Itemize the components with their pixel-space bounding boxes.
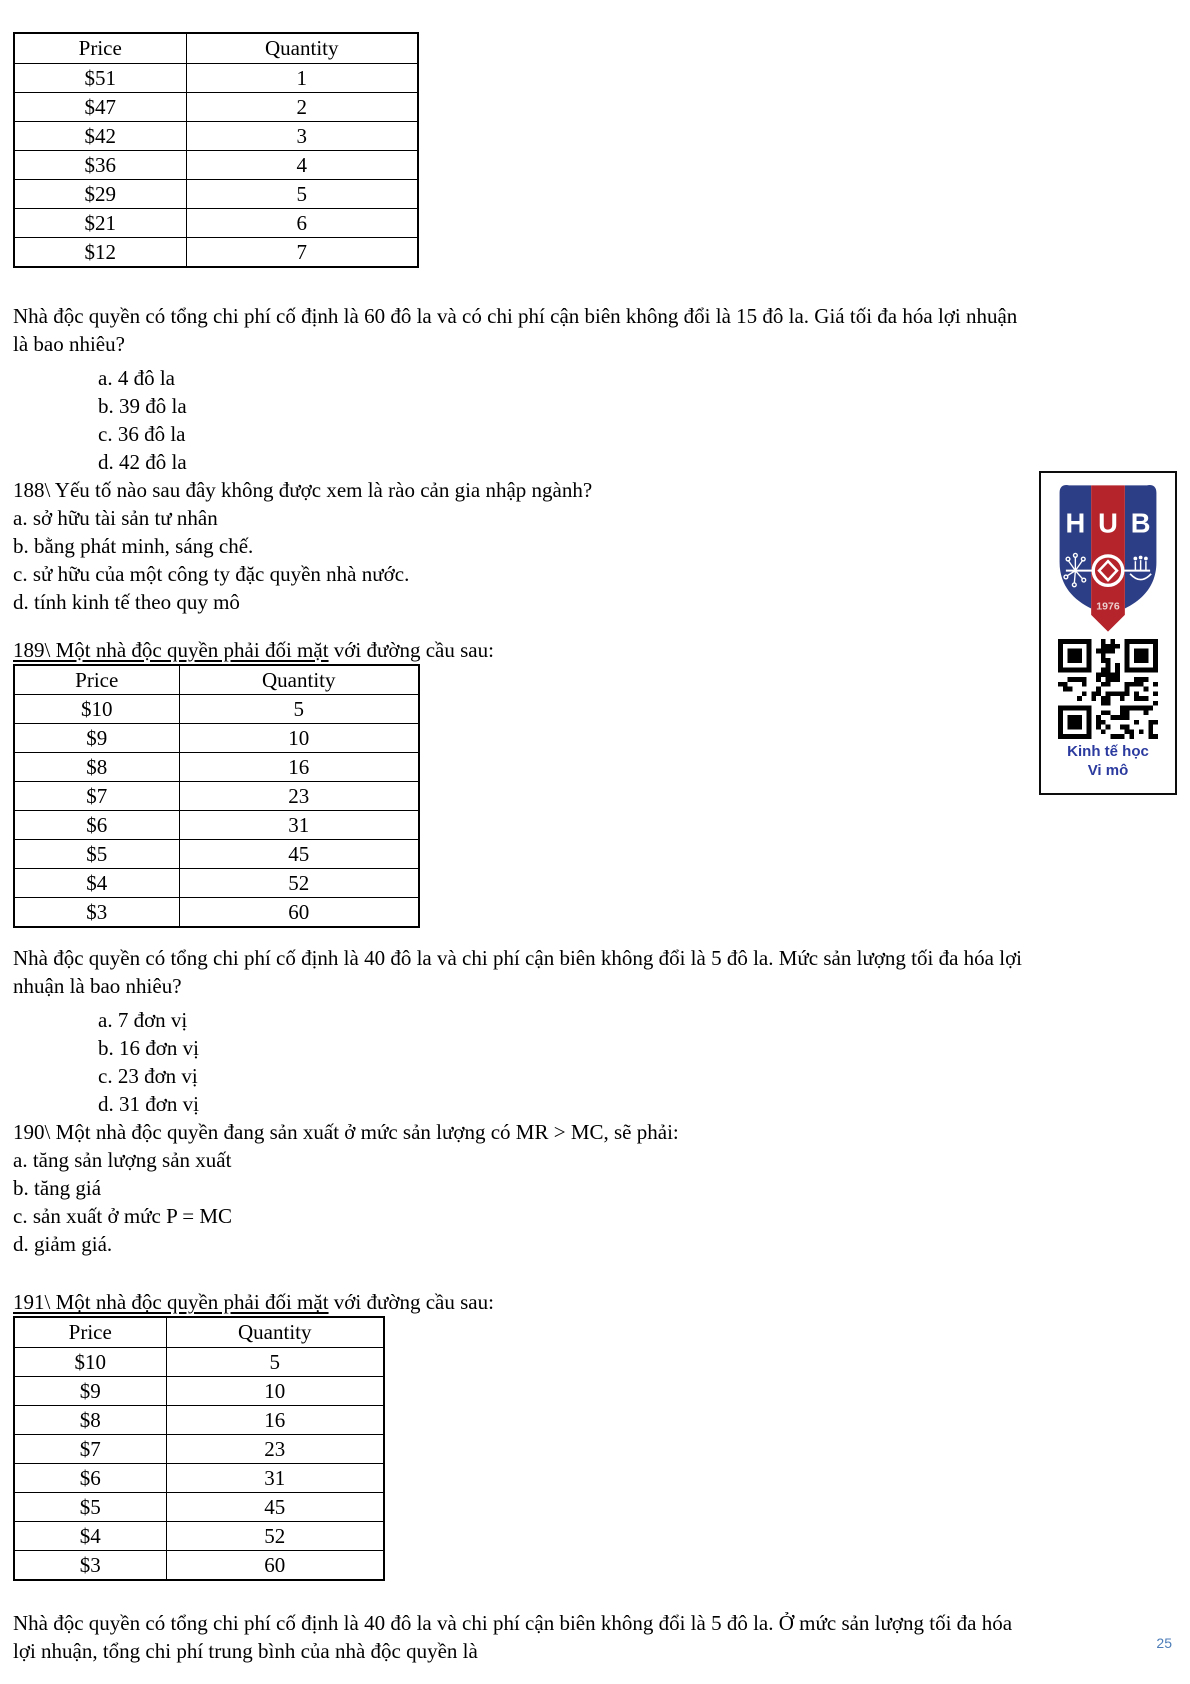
table-row: [14, 1405, 384, 1434]
table-cell: $36: [14, 150, 186, 179]
table-row: [14, 237, 418, 267]
answer-option: a. tăng sản lượng sản xuất: [13, 1148, 232, 1172]
question-189-text: Nhà độc quyền có tổng chi phí cố định là 40 đô la và chi phí cận biên không đổi là 5 đô la. Mức sản lượng tối đa hóa lợi nhuận là bao nhiêu?: [13, 946, 1023, 998]
answer-option: b. 39 đô la: [98, 393, 187, 418]
table-cell: $10: [14, 695, 179, 724]
table-row: [14, 724, 419, 753]
demand-table-191: [13, 1316, 385, 1581]
table-cell: 10: [179, 724, 419, 753]
table-header-cell: Price: [14, 1317, 166, 1347]
table-cell: 3: [186, 121, 418, 150]
table-row: [14, 1492, 384, 1521]
logo-caption-line2: Vi mô: [1087, 762, 1129, 779]
table-cell: 10: [166, 1376, 384, 1405]
hub-logo-box: [1039, 471, 1177, 795]
table-cell: 60: [166, 1550, 384, 1580]
table-cell: $8: [14, 753, 179, 782]
logo-letter-u: U: [1098, 507, 1118, 539]
table-cell: 60: [179, 898, 419, 928]
answer-option: b. tăng giá: [13, 1176, 102, 1200]
table-row: [14, 1376, 384, 1405]
table-row: [14, 1434, 384, 1463]
table-row: [14, 695, 419, 724]
answer-option: d. 42 đô la: [98, 449, 187, 474]
table-cell: $4: [14, 1521, 166, 1550]
question-190-options: [13, 1146, 1028, 1258]
table-cell: $3: [14, 898, 179, 928]
table-cell: $3: [14, 1550, 166, 1580]
table-row: [14, 92, 418, 121]
table-cell: $7: [14, 1434, 166, 1463]
table-header-row: [14, 1317, 384, 1347]
table-cell: $9: [14, 724, 179, 753]
table-cell: 52: [179, 869, 419, 898]
table-cell: 31: [166, 1463, 384, 1492]
table-cell: $47: [14, 92, 186, 121]
table-cell: 31: [179, 811, 419, 840]
heading-plain-part: với đường cầu sau:: [328, 637, 494, 662]
answer-option: d. giảm giá.: [13, 1232, 113, 1256]
table-cell: 1: [186, 63, 418, 92]
table-cell: 23: [179, 782, 419, 811]
answer-option: c. sử hữu của một công ty đặc quyền nhà nước.: [13, 561, 410, 586]
table-row: [14, 869, 419, 898]
shield-left-panel: [1060, 485, 1092, 609]
document-content: [13, 0, 1028, 1665]
table-cell: 5: [186, 179, 418, 208]
hub-logo: [1053, 478, 1163, 638]
table-cell: 52: [166, 1521, 384, 1550]
table-header-cell: Price: [14, 33, 186, 63]
table-header-cell: Quantity: [179, 665, 419, 695]
table-cell: 5: [179, 695, 419, 724]
shield-right-panel: [1125, 485, 1157, 609]
logo-caption: [1067, 742, 1149, 780]
demand-table-187: [13, 32, 419, 268]
qr-code: [1058, 639, 1158, 739]
table-cell: $5: [14, 1492, 166, 1521]
table-cell: $7: [14, 782, 179, 811]
question-188-options: [13, 504, 1028, 616]
table-row: [14, 840, 419, 869]
answer-option: d. 31 đơn vị: [98, 1092, 199, 1116]
table-cell: $21: [14, 208, 186, 237]
table-row: [14, 811, 419, 840]
table-header-cell: Price: [14, 665, 179, 695]
table-cell: $8: [14, 1405, 166, 1434]
table-cell: 6: [186, 208, 418, 237]
heading-plain-part: với đường cầu sau:: [328, 1290, 494, 1314]
table-row: [14, 208, 418, 237]
question-188-text: 188\ Yếu tố nào sau đây không được xem là rào cản gia nhập ngành?: [13, 477, 593, 502]
table-cell: $51: [14, 63, 186, 92]
answer-option: a. sở hữu tài sản tư nhân: [13, 505, 218, 530]
question-190-text: 190\ Một nhà độc quyền đang sản xuất ở mức sản lượng có MR > MC, sẽ phải:: [13, 1120, 679, 1144]
table-header-cell: Quantity: [166, 1317, 384, 1347]
question-191-text: Nhà độc quyền có tổng chi phí cố định là 40 đô la và chi phí cận biên không đổi là 5 đô la. Ở mức sản lượng tối đa hóa lợi nhuận, tổng chi phí trung bình của nhà độc quyền là: [13, 1610, 1013, 1663]
table-cell: 23: [166, 1434, 384, 1463]
table-header-row: [14, 665, 419, 695]
answer-option: b. 16 đơn vị: [98, 1036, 199, 1060]
table-cell: $9: [14, 1376, 166, 1405]
table-cell: $6: [14, 1463, 166, 1492]
table-row: [14, 179, 418, 208]
answer-option: a. 7 đơn vị: [98, 1008, 188, 1032]
table-row: [14, 150, 418, 179]
table-header-row: [14, 33, 418, 63]
table-cell: $12: [14, 237, 186, 267]
table-cell: $10: [14, 1347, 166, 1376]
answer-option: b. bằng phát minh, sáng chế.: [13, 533, 254, 558]
table-row: [14, 1550, 384, 1580]
answer-option: c. 23 đơn vị: [98, 1064, 198, 1088]
question-189-heading: [13, 636, 1028, 664]
logo-letter-h: H: [1065, 507, 1086, 539]
table-cell: $29: [14, 179, 186, 208]
table-row: [14, 63, 418, 92]
table-header-cell: Quantity: [186, 33, 418, 63]
answer-option: c. 36 đô la: [98, 421, 186, 446]
table-cell: 2: [186, 92, 418, 121]
table-cell: $42: [14, 121, 186, 150]
table-cell: $4: [14, 869, 179, 898]
table-row: [14, 782, 419, 811]
table-row: [14, 1463, 384, 1492]
table-cell: 45: [179, 840, 419, 869]
table-cell: 4: [186, 150, 418, 179]
table-cell: 16: [179, 753, 419, 782]
table-row: [14, 753, 419, 782]
question-187-options: [13, 364, 1028, 476]
question-191-heading: [13, 1288, 1028, 1316]
table-row: [14, 121, 418, 150]
table-cell: 16: [166, 1405, 384, 1434]
page-number: 25: [1156, 1635, 1172, 1651]
table-cell: 45: [166, 1492, 384, 1521]
answer-option: d. tính kinh tế theo quy mô: [13, 589, 240, 614]
table-cell: $6: [14, 811, 179, 840]
logo-caption-line1: Kinh tế học: [1067, 743, 1149, 760]
logo-letter-b: B: [1130, 507, 1151, 539]
heading-underlined-part: 189\ Một nhà độc quyền phải đối mặt: [13, 637, 329, 662]
question-187-text: Nhà độc quyền có tổng chi phí cố định là 60 đô la và có chi phí cận biên không đổi là 15 đô la. Giá tối đa hóa lợi nhuận là bao nhiêu?: [13, 303, 1018, 356]
logo-year: 1976: [1096, 600, 1120, 613]
table-cell: $5: [14, 840, 179, 869]
heading-underlined-part: 191\ Một nhà độc quyền phải đối mặt: [13, 1290, 329, 1314]
answer-option: c. sản xuất ở mức P = MC: [13, 1204, 233, 1228]
table-cell: 7: [186, 237, 418, 267]
demand-table-189: [13, 664, 420, 929]
table-cell: 5: [166, 1347, 384, 1376]
answer-option: a. 4 đô la: [98, 365, 175, 390]
question-189-options: [13, 1006, 1028, 1118]
table-row: [14, 1347, 384, 1376]
table-row: [14, 898, 419, 928]
table-row: [14, 1521, 384, 1550]
